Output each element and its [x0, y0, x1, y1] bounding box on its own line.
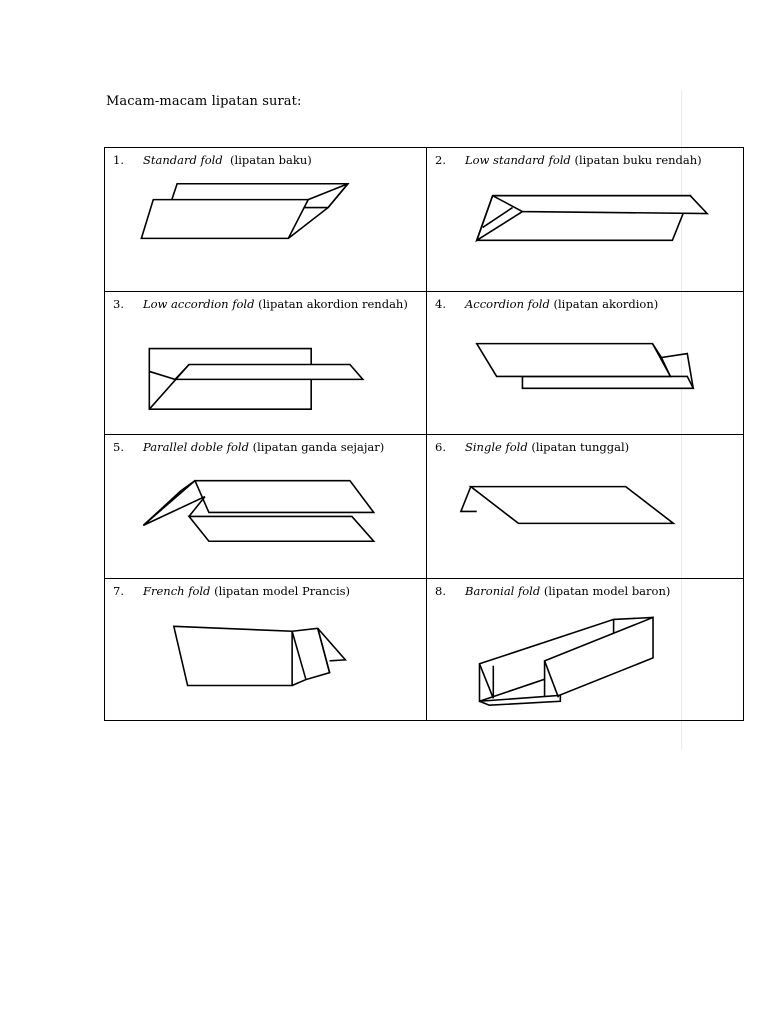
fold-name-indonesian: (lipatan akordion rendah): [258, 297, 408, 311]
low-accordion-fold-icon: [105, 292, 426, 434]
fold-number: 4.: [435, 297, 446, 311]
accordion-fold-icon: [427, 292, 743, 434]
fold-name-english: Low accordion fold: [143, 297, 255, 311]
fold-cell-6: [427, 435, 743, 579]
fold-number: 5.: [113, 440, 124, 454]
fold-name-english: Accordion fold: [465, 297, 550, 311]
fold-cell-8: [427, 579, 743, 720]
fold-number: 2.: [435, 153, 446, 167]
fold-cell-7: [105, 579, 427, 720]
fold-name-english: Single fold: [465, 440, 528, 454]
fold-name-english: Low standard fold: [465, 153, 571, 167]
fold-number: 1.: [113, 153, 124, 167]
single-fold-icon: [427, 435, 743, 578]
fold-cell-2: [427, 148, 743, 292]
fold-name-indonesian: (lipatan model Prancis): [214, 584, 351, 598]
fold-name-english: Baronial fold: [465, 584, 541, 598]
fold-name-english: Parallel doble fold: [143, 440, 249, 454]
fold-cell-4: [427, 292, 743, 435]
fold-cell-3: [105, 292, 427, 435]
fold-name-indonesian: (lipatan buku rendah): [574, 153, 702, 167]
fold-number: 3.: [113, 297, 124, 311]
parallel-double-fold-icon: [105, 435, 426, 578]
standard-fold-icon: [105, 148, 426, 291]
fold-name-english: Standard fold: [143, 153, 223, 167]
french-fold-icon: [105, 579, 426, 720]
low-standard-fold-icon: [427, 148, 743, 291]
fold-cell-1: [105, 148, 427, 292]
fold-name-indonesian: (lipatan model baron): [543, 584, 671, 598]
fold-number: 6.: [435, 440, 446, 454]
page-title: Macam-macam lipatan surat:: [106, 94, 302, 109]
fold-name-indonesian: (lipatan tunggal): [531, 440, 630, 454]
fold-cell-5: [105, 435, 427, 579]
fold-name-indonesian: (lipatan baku): [230, 153, 312, 167]
fold-name-indonesian: (lipatan ganda sejajar): [252, 440, 385, 454]
fold-name-english: French fold: [143, 584, 211, 598]
fold-number: 8.: [435, 584, 446, 598]
baronial-fold-icon: [427, 579, 743, 720]
fold-number: 7.: [113, 584, 124, 598]
fold-types-table: [104, 147, 744, 721]
fold-name-indonesian: (lipatan akordion): [553, 297, 659, 311]
